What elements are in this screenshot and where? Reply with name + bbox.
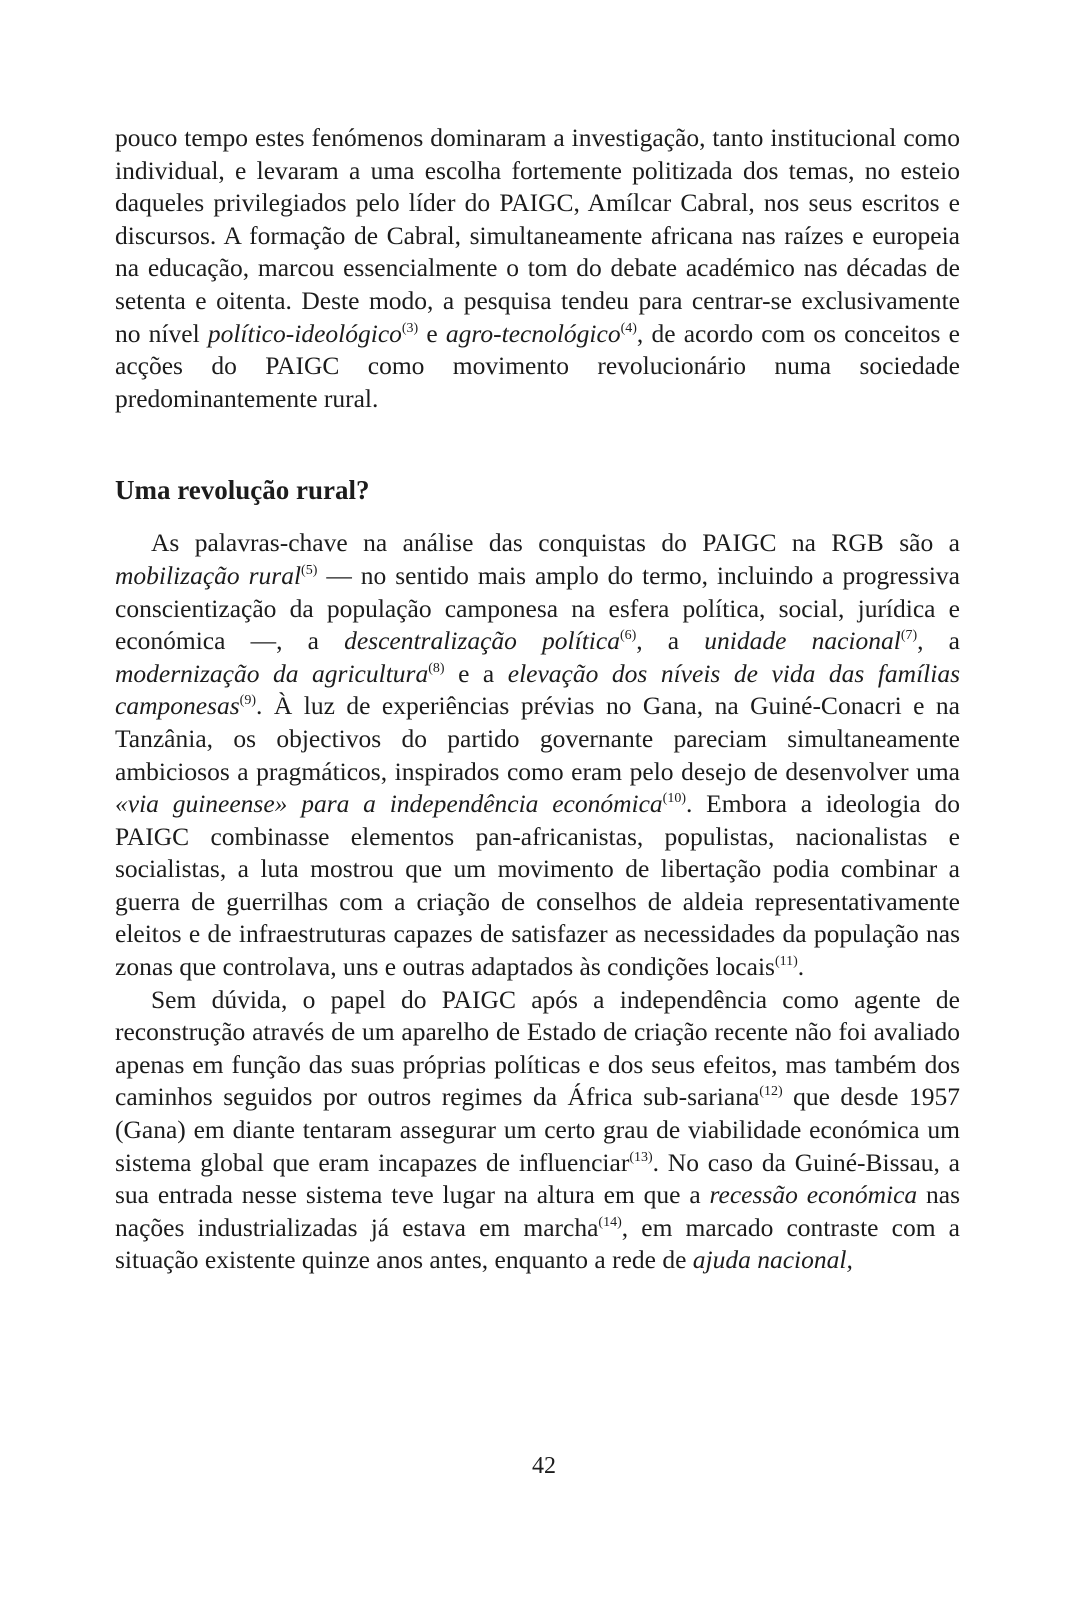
text-run: . Embora a ideologia do PAIGC combinasse elementos pan-africanistas, populistas, nacionalistas e socialistas, a luta mostrou que um movimento de libertação podia combinar a guerra de guerrilhas com a criação de conselhos de aldeia representativamente eleitos e de infraestruturas capazes de satisfazer as necessidades da população nas zonas que controlava, uns e outras adaptados às condições locais	[115, 789, 960, 982]
italic-term: político-ideológico	[207, 318, 402, 348]
text-run: . À luz de experiências prévias no Gana, na Guiné-Conacri e na Tanzânia, os objectivos do partido governante pareciam simultaneamente ambiciosos a pragmáticos, inspirados como eram pelo desejo de desenvolver uma	[115, 691, 960, 786]
footnote-marker: (7)	[900, 628, 918, 644]
footnote-marker: (10)	[662, 791, 686, 807]
text-run: , a	[917, 626, 960, 656]
page-body	[115, 122, 960, 1277]
italic-term: elevação dos níveis de vida das famílias camponesas	[115, 658, 961, 721]
footnote-marker: (11)	[774, 954, 798, 970]
footnote-marker: (6)	[619, 628, 637, 644]
footnote-marker: (13)	[629, 1149, 653, 1165]
footnote-marker: (9)	[239, 693, 256, 709]
text-run: pouco tempo estes fenómenos dominaram a investigação, tanto institucional como individual, e levaram a uma escolha fortemente politizada dos temas, no esteio daqueles privilegiados pelo líder do PAIGC, Amílcar Cabral, nos seus escritos e discursos. A formação de Cabral, simultaneamente africana nas raízes e europeia na educação, marcou essencialmente o tom do debate académico nas décadas de setenta e oitenta. Deste modo, a pesquisa tendeu para centrar-se exclusivamente no nível	[115, 123, 960, 348]
italic-term: «via guineense» para a independência económica	[115, 789, 663, 819]
footnote-marker: (5)	[301, 563, 318, 579]
footnote-marker: (14)	[598, 1215, 622, 1231]
text-run: . No caso da Guiné-Bissau, a sua entrada nesse sistema teve lugar na altura em que a	[115, 1147, 960, 1210]
paragraph-paigc-role	[115, 984, 960, 1277]
italic-term: agro-tecnológico	[445, 318, 621, 348]
italic-term: mobilização rural	[115, 560, 302, 590]
paragraph-continued	[115, 122, 960, 415]
text-run: , a	[636, 626, 705, 656]
section-heading: Uma revolução rural?	[115, 475, 370, 506]
text-run: e	[418, 318, 446, 348]
text-run: Sem dúvida, o papel do PAIGC após a independência como agente de reconstrução através de um aparelho de Estado de criação recente não foi avaliado apenas em função das suas próprias políticas e dos seus efeitos, mas também dos caminhos seguidos por outros regimes da África sub-sariana	[115, 984, 960, 1112]
text-run: que desde 1957 (Gana) em diante tentaram assegurar um certo grau de viabilidade económica um sistema global que eram incapazes de influenciar	[115, 1082, 960, 1177]
paragraph-rural-revolution	[115, 527, 960, 983]
italic-term: descentralização política	[344, 626, 620, 656]
footnote-marker: (3)	[401, 320, 419, 336]
footnote-marker: (4)	[620, 320, 637, 336]
text-run: , de acordo com os conceitos e acções do PAIGC como movimento revolucionário numa sociedade predominantemente rural.	[115, 318, 960, 413]
italic-term: unidade nacional	[704, 626, 901, 656]
footnote-marker: (12)	[759, 1084, 783, 1100]
footnote-marker: (8)	[428, 660, 445, 676]
text-run: , em marcado contraste com a situação existente quinze anos antes, enquanto a rede de	[115, 1212, 960, 1275]
page-number: 42	[532, 1453, 556, 1479]
text-run: nas nações industrializadas já estava em marcha	[115, 1180, 961, 1242]
italic-term: modernização da agricultura	[115, 658, 429, 688]
text-run: e a	[444, 658, 508, 688]
text-run: — no sentido mais amplo do termo, incluindo a progressiva conscientização da população camponesa na esfera política, social, jurídica e económica —, a	[115, 560, 960, 656]
italic-term: ajuda nacional,	[692, 1245, 853, 1275]
text-run: As palavras-chave na análise das conquistas do PAIGC na RGB são a	[151, 528, 960, 558]
text-run: .	[797, 952, 805, 982]
italic-term: recessão económica	[709, 1180, 918, 1210]
